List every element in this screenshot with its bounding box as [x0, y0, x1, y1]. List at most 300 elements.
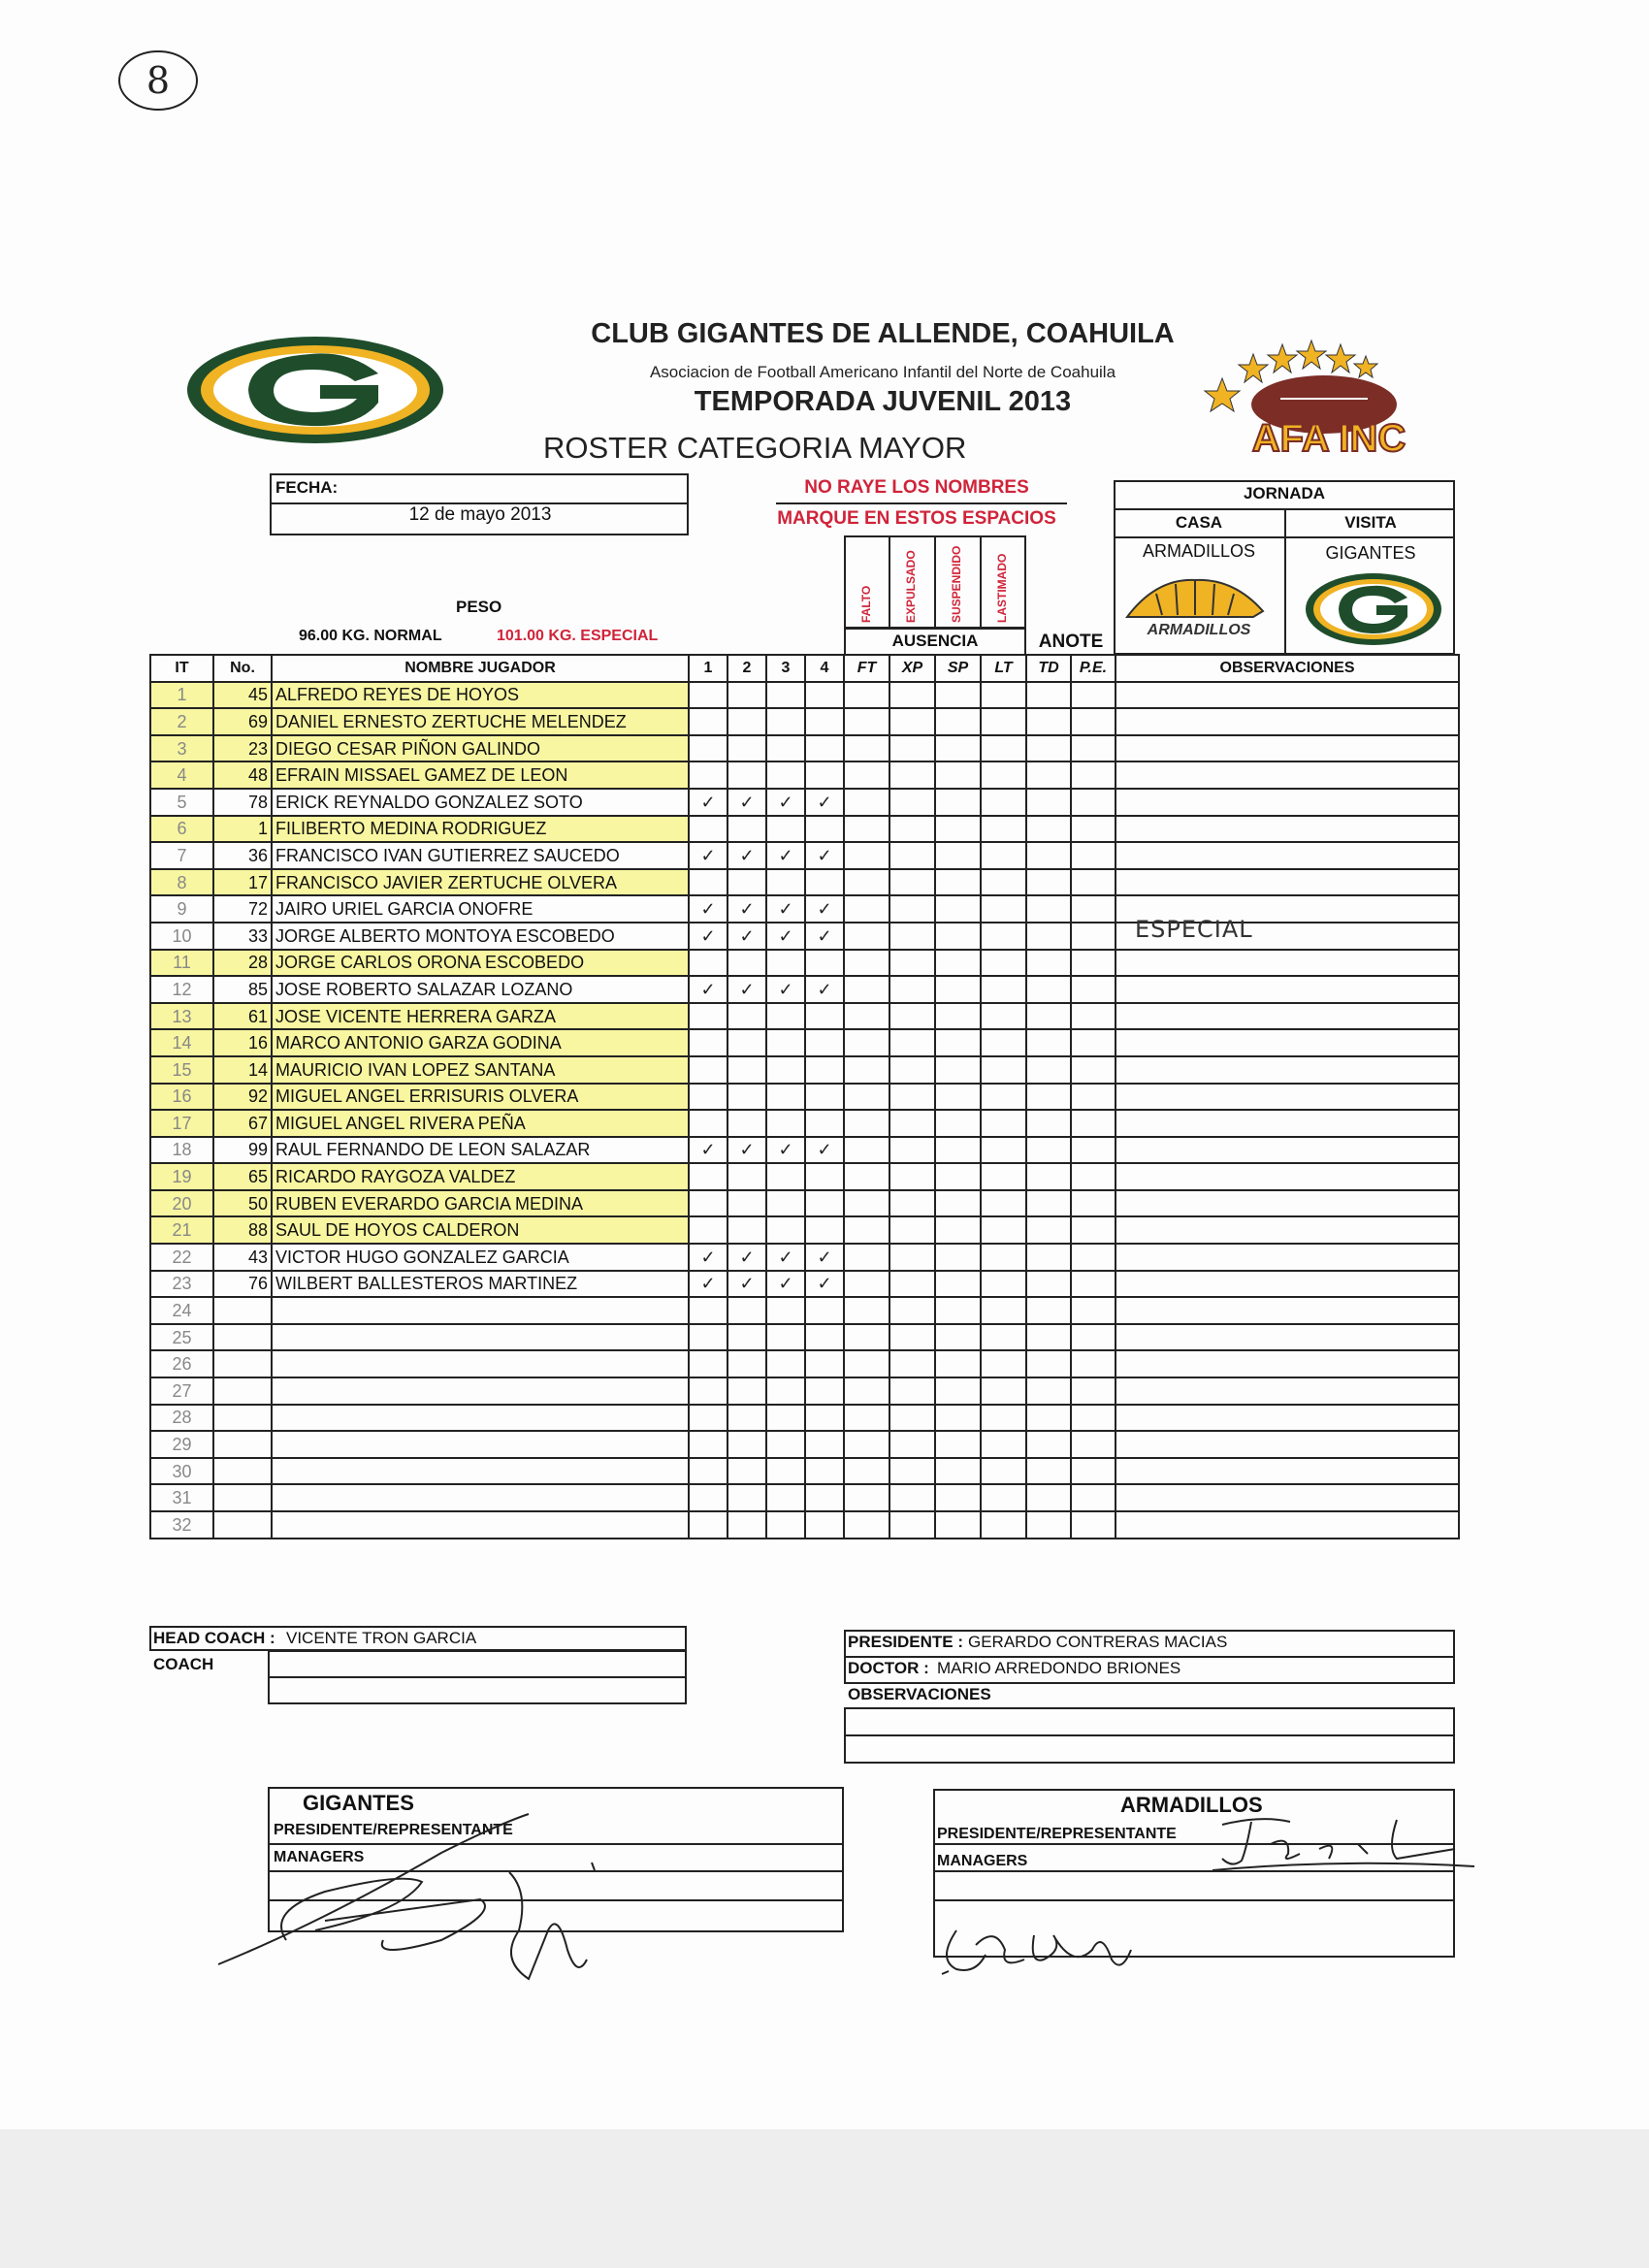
- quarter-check-cell[interactable]: [805, 1216, 844, 1244]
- absence-cell[interactable]: [889, 1271, 935, 1298]
- absence-cell[interactable]: [981, 708, 1026, 735]
- absence-cell[interactable]: [1071, 1271, 1116, 1298]
- observaciones-cell[interactable]: [1116, 1271, 1459, 1298]
- absence-cell[interactable]: [844, 1137, 889, 1164]
- absence-cell[interactable]: [889, 1056, 935, 1084]
- quarter-check-cell[interactable]: [766, 895, 805, 923]
- absence-cell[interactable]: [935, 1190, 981, 1217]
- absence-cell[interactable]: [844, 708, 889, 735]
- absence-cell[interactable]: [981, 1216, 1026, 1244]
- absence-cell[interactable]: [1071, 1003, 1116, 1030]
- observaciones-cell[interactable]: [1116, 1350, 1459, 1377]
- absence-cell[interactable]: [889, 1163, 935, 1190]
- quarter-check-cell[interactable]: [805, 735, 844, 762]
- absence-cell[interactable]: [1071, 1431, 1116, 1458]
- quarter-check-cell[interactable]: [766, 1056, 805, 1084]
- quarter-check-cell[interactable]: [805, 1484, 844, 1511]
- quarter-check-cell[interactable]: [805, 869, 844, 896]
- quarter-check-cell[interactable]: [805, 1405, 844, 1432]
- quarter-check-cell[interactable]: [689, 1137, 728, 1164]
- quarter-check-cell[interactable]: [766, 708, 805, 735]
- quarter-check-cell[interactable]: [689, 1216, 728, 1244]
- quarter-check-cell[interactable]: [689, 1244, 728, 1271]
- quarter-check-cell[interactable]: [805, 842, 844, 869]
- quarter-check-cell[interactable]: [689, 1110, 728, 1137]
- absence-cell[interactable]: [844, 1084, 889, 1111]
- absence-cell[interactable]: [1071, 1244, 1116, 1271]
- quarter-check-cell[interactable]: [766, 1511, 805, 1539]
- quarter-check-cell[interactable]: [766, 1029, 805, 1056]
- absence-cell[interactable]: [935, 1110, 981, 1137]
- absence-cell[interactable]: [889, 1244, 935, 1271]
- absence-cell[interactable]: [889, 895, 935, 923]
- absence-cell[interactable]: [844, 976, 889, 1003]
- absence-cell[interactable]: [1026, 1216, 1071, 1244]
- quarter-check-cell[interactable]: [766, 761, 805, 789]
- quarter-check-cell[interactable]: [805, 950, 844, 977]
- quarter-check-cell[interactable]: [728, 1216, 766, 1244]
- observaciones-cell[interactable]: [1116, 1431, 1459, 1458]
- absence-cell[interactable]: [935, 1484, 981, 1511]
- absence-cell[interactable]: [1071, 1163, 1116, 1190]
- absence-cell[interactable]: [1071, 1297, 1116, 1324]
- absence-cell[interactable]: [981, 1190, 1026, 1217]
- quarter-check-cell[interactable]: [805, 708, 844, 735]
- absence-cell[interactable]: [981, 1350, 1026, 1377]
- quarter-check-cell[interactable]: [689, 1003, 728, 1030]
- quarter-check-cell[interactable]: [689, 976, 728, 1003]
- absence-cell[interactable]: [981, 816, 1026, 843]
- quarter-check-cell[interactable]: [766, 735, 805, 762]
- absence-cell[interactable]: [981, 842, 1026, 869]
- absence-cell[interactable]: [981, 895, 1026, 923]
- absence-cell[interactable]: [889, 1137, 935, 1164]
- absence-cell[interactable]: [935, 789, 981, 816]
- absence-cell[interactable]: [1071, 761, 1116, 789]
- absence-cell[interactable]: [889, 1084, 935, 1111]
- quarter-check-cell[interactable]: [766, 816, 805, 843]
- quarter-check-cell[interactable]: [805, 1029, 844, 1056]
- absence-cell[interactable]: [1071, 1084, 1116, 1111]
- quarter-check-cell[interactable]: [805, 923, 844, 950]
- quarter-check-cell[interactable]: [766, 1484, 805, 1511]
- quarter-check-cell[interactable]: [689, 950, 728, 977]
- absence-cell[interactable]: [844, 816, 889, 843]
- quarter-check-cell[interactable]: [766, 1271, 805, 1298]
- absence-cell[interactable]: [1071, 708, 1116, 735]
- absence-cell[interactable]: [1071, 1350, 1116, 1377]
- absence-cell[interactable]: [1026, 1405, 1071, 1432]
- quarter-check-cell[interactable]: [805, 1163, 844, 1190]
- absence-cell[interactable]: [844, 869, 889, 896]
- absence-cell[interactable]: [889, 1511, 935, 1539]
- absence-cell[interactable]: [1071, 895, 1116, 923]
- quarter-check-cell[interactable]: [728, 1484, 766, 1511]
- quarter-check-cell[interactable]: [728, 976, 766, 1003]
- quarter-check-cell[interactable]: [805, 1244, 844, 1271]
- absence-cell[interactable]: [1026, 976, 1071, 1003]
- absence-cell[interactable]: [844, 1511, 889, 1539]
- absence-cell[interactable]: [981, 1405, 1026, 1432]
- absence-cell[interactable]: [981, 1056, 1026, 1084]
- observaciones-cell[interactable]: [1116, 735, 1459, 762]
- absence-cell[interactable]: [1071, 1029, 1116, 1056]
- absence-cell[interactable]: [1026, 1244, 1071, 1271]
- quarter-check-cell[interactable]: [689, 1405, 728, 1432]
- quarter-check-cell[interactable]: [728, 842, 766, 869]
- quarter-check-cell[interactable]: [766, 842, 805, 869]
- observaciones-cell[interactable]: [1116, 1110, 1459, 1137]
- absence-cell[interactable]: [889, 761, 935, 789]
- absence-cell[interactable]: [889, 842, 935, 869]
- quarter-check-cell[interactable]: [689, 1484, 728, 1511]
- quarter-check-cell[interactable]: [689, 923, 728, 950]
- absence-cell[interactable]: [935, 923, 981, 950]
- absence-cell[interactable]: [981, 976, 1026, 1003]
- absence-cell[interactable]: [935, 1003, 981, 1030]
- quarter-check-cell[interactable]: [728, 1350, 766, 1377]
- absence-cell[interactable]: [1026, 1271, 1071, 1298]
- absence-cell[interactable]: [981, 1511, 1026, 1539]
- quarter-check-cell[interactable]: [689, 1377, 728, 1405]
- quarter-check-cell[interactable]: [728, 816, 766, 843]
- absence-cell[interactable]: [1071, 1405, 1116, 1432]
- absence-cell[interactable]: [981, 1297, 1026, 1324]
- quarter-check-cell[interactable]: [805, 789, 844, 816]
- observaciones-cell[interactable]: [1116, 708, 1459, 735]
- absence-cell[interactable]: [1026, 1324, 1071, 1351]
- quarter-check-cell[interactable]: [689, 1511, 728, 1539]
- absence-cell[interactable]: [1071, 976, 1116, 1003]
- absence-cell[interactable]: [935, 1163, 981, 1190]
- absence-cell[interactable]: [889, 708, 935, 735]
- quarter-check-cell[interactable]: [805, 816, 844, 843]
- absence-cell[interactable]: [981, 869, 1026, 896]
- quarter-check-cell[interactable]: [766, 1431, 805, 1458]
- observaciones-cell[interactable]: [1116, 1297, 1459, 1324]
- observaciones-cell[interactable]: [1116, 869, 1459, 896]
- quarter-check-cell[interactable]: [766, 1216, 805, 1244]
- quarter-check-cell[interactable]: [689, 1271, 728, 1298]
- absence-cell[interactable]: [1071, 950, 1116, 977]
- absence-cell[interactable]: [981, 1458, 1026, 1485]
- absence-cell[interactable]: [889, 950, 935, 977]
- quarter-check-cell[interactable]: [728, 923, 766, 950]
- absence-cell[interactable]: [844, 1271, 889, 1298]
- absence-cell[interactable]: [844, 1190, 889, 1217]
- absence-cell[interactable]: [844, 1056, 889, 1084]
- quarter-check-cell[interactable]: [728, 1405, 766, 1432]
- quarter-check-cell[interactable]: [689, 735, 728, 762]
- absence-cell[interactable]: [889, 869, 935, 896]
- absence-cell[interactable]: [981, 1084, 1026, 1111]
- absence-cell[interactable]: [935, 976, 981, 1003]
- absence-cell[interactable]: [844, 1163, 889, 1190]
- absence-cell[interactable]: [1026, 923, 1071, 950]
- absence-cell[interactable]: [844, 1405, 889, 1432]
- absence-cell[interactable]: [889, 1297, 935, 1324]
- absence-cell[interactable]: [1026, 842, 1071, 869]
- absence-cell[interactable]: [981, 682, 1026, 709]
- quarter-check-cell[interactable]: [728, 1084, 766, 1111]
- absence-cell[interactable]: [1026, 1511, 1071, 1539]
- absence-cell[interactable]: [935, 1297, 981, 1324]
- absence-cell[interactable]: [1026, 1056, 1071, 1084]
- quarter-check-cell[interactable]: [766, 1324, 805, 1351]
- absence-cell[interactable]: [1026, 1484, 1071, 1511]
- observaciones-cell[interactable]: [1116, 1484, 1459, 1511]
- absence-cell[interactable]: [844, 1003, 889, 1030]
- absence-cell[interactable]: [1071, 1458, 1116, 1485]
- absence-cell[interactable]: [1026, 1029, 1071, 1056]
- quarter-check-cell[interactable]: [766, 1244, 805, 1271]
- absence-cell[interactable]: [981, 1029, 1026, 1056]
- observaciones-cell[interactable]: [1116, 976, 1459, 1003]
- quarter-check-cell[interactable]: [728, 1190, 766, 1217]
- quarter-check-cell[interactable]: [805, 1297, 844, 1324]
- absence-cell[interactable]: [844, 1431, 889, 1458]
- observaciones-cell[interactable]: [1116, 1216, 1459, 1244]
- absence-cell[interactable]: [981, 923, 1026, 950]
- absence-cell[interactable]: [935, 950, 981, 977]
- absence-cell[interactable]: [935, 1216, 981, 1244]
- observaciones-cell[interactable]: [1116, 761, 1459, 789]
- quarter-check-cell[interactable]: [766, 923, 805, 950]
- absence-cell[interactable]: [844, 1484, 889, 1511]
- quarter-check-cell[interactable]: [766, 869, 805, 896]
- absence-cell[interactable]: [1026, 1190, 1071, 1217]
- quarter-check-cell[interactable]: [728, 1377, 766, 1405]
- absence-cell[interactable]: [844, 1110, 889, 1137]
- absence-cell[interactable]: [1026, 735, 1071, 762]
- absence-cell[interactable]: [1071, 1324, 1116, 1351]
- absence-cell[interactable]: [1026, 869, 1071, 896]
- absence-cell[interactable]: [889, 789, 935, 816]
- absence-cell[interactable]: [935, 1405, 981, 1432]
- absence-cell[interactable]: [1026, 895, 1071, 923]
- absence-cell[interactable]: [889, 1110, 935, 1137]
- absence-cell[interactable]: [889, 1029, 935, 1056]
- quarter-check-cell[interactable]: [689, 682, 728, 709]
- quarter-check-cell[interactable]: [728, 1056, 766, 1084]
- quarter-check-cell[interactable]: [728, 682, 766, 709]
- observaciones-cell[interactable]: [1116, 1511, 1459, 1539]
- absence-cell[interactable]: [889, 816, 935, 843]
- quarter-check-cell[interactable]: [805, 976, 844, 1003]
- absence-cell[interactable]: [935, 1029, 981, 1056]
- observaciones-cell[interactable]: [1116, 816, 1459, 843]
- absence-cell[interactable]: [889, 923, 935, 950]
- absence-cell[interactable]: [889, 1458, 935, 1485]
- quarter-check-cell[interactable]: [805, 1511, 844, 1539]
- quarter-check-cell[interactable]: [766, 1297, 805, 1324]
- absence-cell[interactable]: [935, 1244, 981, 1271]
- observaciones-cell[interactable]: [1116, 789, 1459, 816]
- absence-cell[interactable]: [889, 1216, 935, 1244]
- absence-cell[interactable]: [935, 1324, 981, 1351]
- quarter-check-cell[interactable]: [728, 761, 766, 789]
- quarter-check-cell[interactable]: [689, 1163, 728, 1190]
- absence-cell[interactable]: [889, 1431, 935, 1458]
- absence-cell[interactable]: [981, 1110, 1026, 1137]
- absence-cell[interactable]: [1026, 1297, 1071, 1324]
- absence-cell[interactable]: [1026, 816, 1071, 843]
- observaciones-cell[interactable]: [1116, 1324, 1459, 1351]
- absence-cell[interactable]: [1071, 1110, 1116, 1137]
- absence-cell[interactable]: [935, 1377, 981, 1405]
- absence-cell[interactable]: [1071, 682, 1116, 709]
- quarter-check-cell[interactable]: [805, 1271, 844, 1298]
- quarter-check-cell[interactable]: [805, 1324, 844, 1351]
- quarter-check-cell[interactable]: [728, 1137, 766, 1164]
- quarter-check-cell[interactable]: [766, 976, 805, 1003]
- quarter-check-cell[interactable]: [689, 1324, 728, 1351]
- observaciones-cell[interactable]: [1116, 1084, 1459, 1111]
- absence-cell[interactable]: [1026, 1458, 1071, 1485]
- absence-cell[interactable]: [1026, 950, 1071, 977]
- quarter-check-cell[interactable]: [689, 708, 728, 735]
- absence-cell[interactable]: [981, 1271, 1026, 1298]
- quarter-check-cell[interactable]: [766, 1163, 805, 1190]
- quarter-check-cell[interactable]: [728, 1029, 766, 1056]
- quarter-check-cell[interactable]: [766, 950, 805, 977]
- observaciones-cell[interactable]: [1116, 1003, 1459, 1030]
- absence-cell[interactable]: [1026, 1137, 1071, 1164]
- absence-cell[interactable]: [981, 1163, 1026, 1190]
- absence-cell[interactable]: [935, 1511, 981, 1539]
- absence-cell[interactable]: [844, 1350, 889, 1377]
- quarter-check-cell[interactable]: [805, 1084, 844, 1111]
- quarter-check-cell[interactable]: [689, 761, 728, 789]
- absence-cell[interactable]: [889, 1003, 935, 1030]
- absence-cell[interactable]: [1026, 761, 1071, 789]
- quarter-check-cell[interactable]: [766, 1377, 805, 1405]
- observaciones-cell[interactable]: [1116, 1056, 1459, 1084]
- absence-cell[interactable]: [981, 735, 1026, 762]
- quarter-check-cell[interactable]: [689, 1029, 728, 1056]
- quarter-check-cell[interactable]: [728, 735, 766, 762]
- absence-cell[interactable]: [981, 950, 1026, 977]
- absence-cell[interactable]: [1071, 1056, 1116, 1084]
- absence-cell[interactable]: [1071, 789, 1116, 816]
- quarter-check-cell[interactable]: [766, 1003, 805, 1030]
- quarter-check-cell[interactable]: [689, 895, 728, 923]
- observaciones-cell[interactable]: [1116, 1137, 1459, 1164]
- quarter-check-cell[interactable]: [728, 1244, 766, 1271]
- quarter-check-cell[interactable]: [728, 1110, 766, 1137]
- quarter-check-cell[interactable]: [805, 1350, 844, 1377]
- absence-cell[interactable]: [1071, 842, 1116, 869]
- quarter-check-cell[interactable]: [728, 708, 766, 735]
- absence-cell[interactable]: [844, 1377, 889, 1405]
- observaciones-cell[interactable]: [1116, 1244, 1459, 1271]
- absence-cell[interactable]: [1071, 1484, 1116, 1511]
- absence-cell[interactable]: [981, 1431, 1026, 1458]
- quarter-check-cell[interactable]: [805, 1056, 844, 1084]
- quarter-check-cell[interactable]: [689, 1297, 728, 1324]
- quarter-check-cell[interactable]: [805, 1003, 844, 1030]
- absence-cell[interactable]: [935, 1084, 981, 1111]
- absence-cell[interactable]: [935, 869, 981, 896]
- absence-cell[interactable]: [844, 1244, 889, 1271]
- quarter-check-cell[interactable]: [689, 1056, 728, 1084]
- absence-cell[interactable]: [889, 682, 935, 709]
- quarter-check-cell[interactable]: [689, 842, 728, 869]
- absence-cell[interactable]: [935, 682, 981, 709]
- absence-cell[interactable]: [889, 1324, 935, 1351]
- quarter-check-cell[interactable]: [766, 1190, 805, 1217]
- absence-cell[interactable]: [1071, 816, 1116, 843]
- absence-cell[interactable]: [889, 1190, 935, 1217]
- absence-cell[interactable]: [935, 1137, 981, 1164]
- absence-cell[interactable]: [1026, 1110, 1071, 1137]
- absence-cell[interactable]: [1026, 1377, 1071, 1405]
- absence-cell[interactable]: [1026, 1163, 1071, 1190]
- observaciones-cell[interactable]: [1116, 1405, 1459, 1432]
- absence-cell[interactable]: [844, 1029, 889, 1056]
- observaciones-cell[interactable]: [1116, 1190, 1459, 1217]
- absence-cell[interactable]: [889, 1405, 935, 1432]
- absence-cell[interactable]: [981, 1324, 1026, 1351]
- absence-cell[interactable]: [981, 1137, 1026, 1164]
- absence-cell[interactable]: [1071, 735, 1116, 762]
- quarter-check-cell[interactable]: [766, 1084, 805, 1111]
- absence-cell[interactable]: [889, 976, 935, 1003]
- absence-cell[interactable]: [1071, 923, 1116, 950]
- absence-cell[interactable]: [935, 761, 981, 789]
- quarter-check-cell[interactable]: [728, 1324, 766, 1351]
- quarter-check-cell[interactable]: [766, 789, 805, 816]
- absence-cell[interactable]: [935, 1271, 981, 1298]
- quarter-check-cell[interactable]: [766, 1110, 805, 1137]
- quarter-check-cell[interactable]: [728, 1511, 766, 1539]
- absence-cell[interactable]: [1071, 869, 1116, 896]
- quarter-check-cell[interactable]: [728, 1297, 766, 1324]
- absence-cell[interactable]: [981, 761, 1026, 789]
- absence-cell[interactable]: [844, 1458, 889, 1485]
- quarter-check-cell[interactable]: [805, 1190, 844, 1217]
- observaciones-cell[interactable]: [1116, 1377, 1459, 1405]
- quarter-check-cell[interactable]: [805, 761, 844, 789]
- observaciones-cell[interactable]: [1116, 1458, 1459, 1485]
- absence-cell[interactable]: [1026, 1431, 1071, 1458]
- quarter-check-cell[interactable]: [689, 816, 728, 843]
- quarter-check-cell[interactable]: [689, 1190, 728, 1217]
- absence-cell[interactable]: [1071, 1190, 1116, 1217]
- quarter-check-cell[interactable]: [689, 1350, 728, 1377]
- absence-cell[interactable]: [844, 1216, 889, 1244]
- quarter-check-cell[interactable]: [689, 1084, 728, 1111]
- absence-cell[interactable]: [981, 1244, 1026, 1271]
- quarter-check-cell[interactable]: [689, 789, 728, 816]
- quarter-check-cell[interactable]: [728, 950, 766, 977]
- absence-cell[interactable]: [981, 1484, 1026, 1511]
- absence-cell[interactable]: [889, 1350, 935, 1377]
- quarter-check-cell[interactable]: [728, 1271, 766, 1298]
- absence-cell[interactable]: [844, 789, 889, 816]
- absence-cell[interactable]: [1071, 1137, 1116, 1164]
- quarter-check-cell[interactable]: [689, 869, 728, 896]
- quarter-check-cell[interactable]: [805, 1110, 844, 1137]
- observaciones-cell[interactable]: [1116, 1163, 1459, 1190]
- absence-cell[interactable]: [889, 1484, 935, 1511]
- quarter-check-cell[interactable]: [766, 1350, 805, 1377]
- absence-cell[interactable]: [889, 735, 935, 762]
- quarter-check-cell[interactable]: [766, 682, 805, 709]
- quarter-check-cell[interactable]: [805, 895, 844, 923]
- quarter-check-cell[interactable]: [805, 1137, 844, 1164]
- absence-cell[interactable]: [935, 1056, 981, 1084]
